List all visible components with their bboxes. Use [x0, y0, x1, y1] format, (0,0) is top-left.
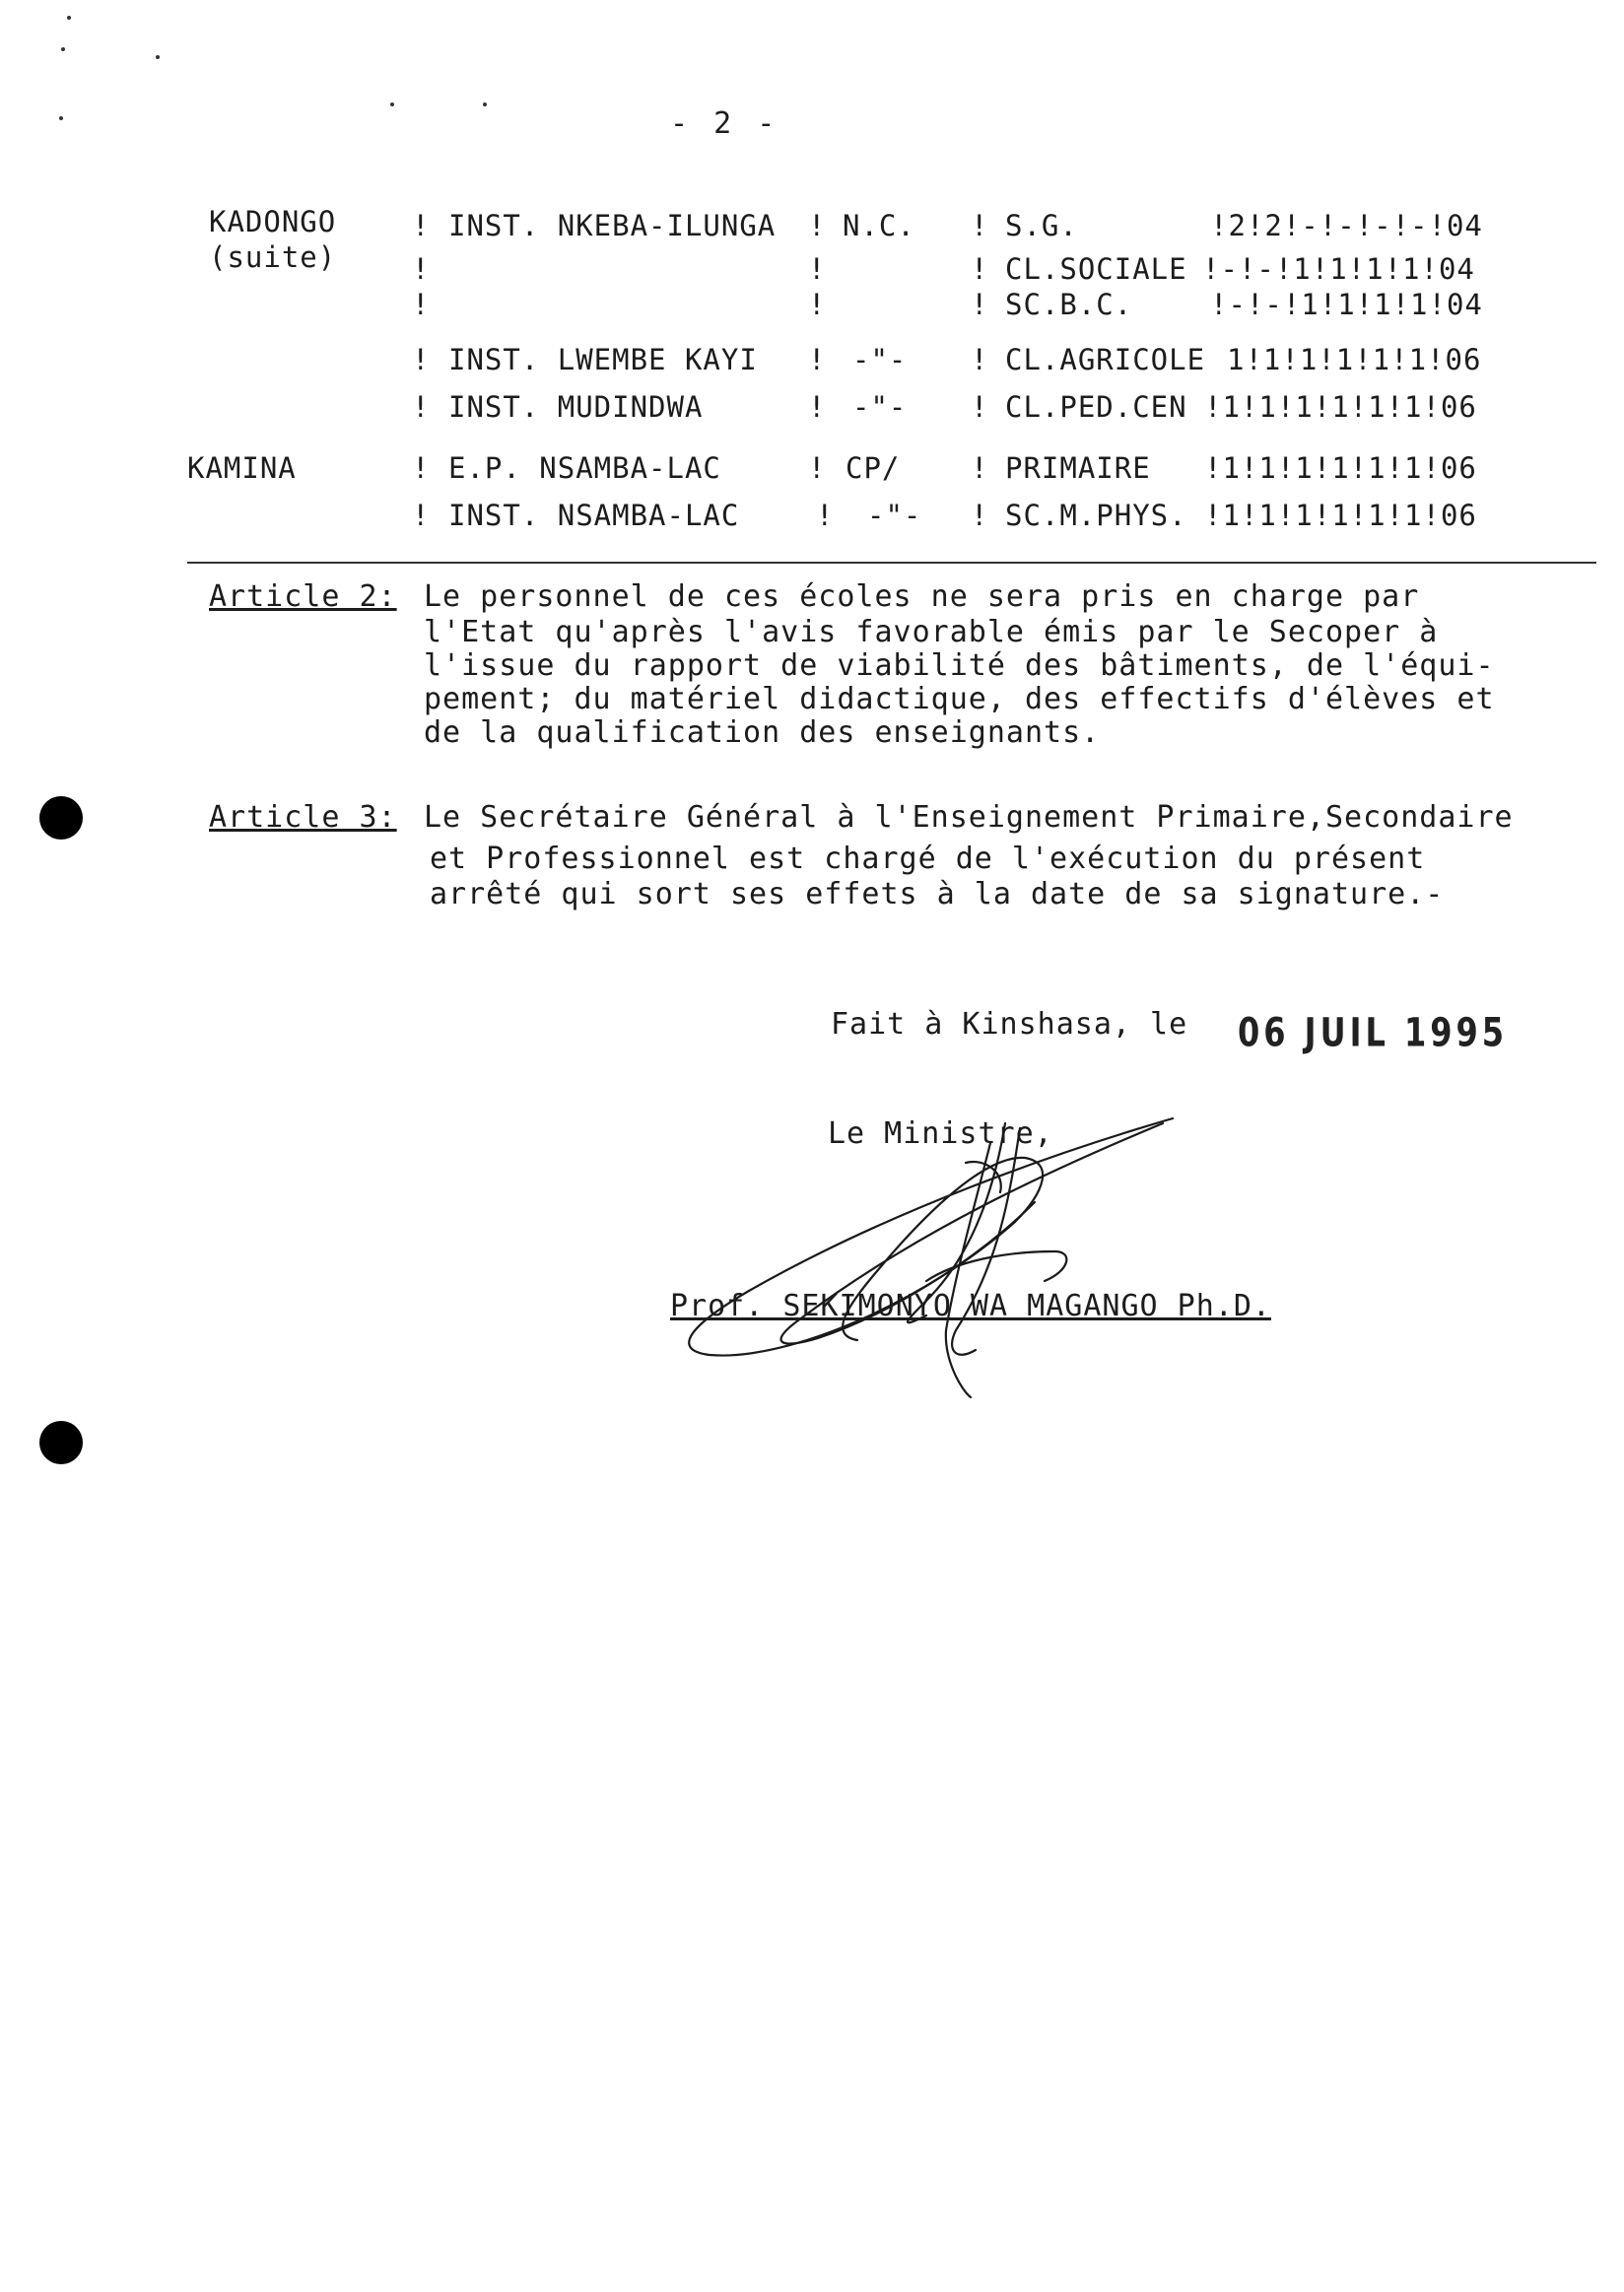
article-2-line: l'issue du rapport de viabilité des bâtiments, de l'équi-: [424, 648, 1495, 683]
date-stamp: 06 JUIL 1995: [1238, 1009, 1509, 1056]
separator: !: [808, 252, 827, 286]
place-cell: KAMINA: [187, 451, 297, 485]
separator: !: [808, 288, 827, 321]
separator: !: [816, 499, 835, 532]
article-2-heading: Article 2:: [209, 579, 397, 614]
scan-speck: [61, 47, 65, 51]
separator: !: [808, 209, 827, 242]
scan-speck: [483, 102, 487, 106]
section-cell: CL.PED.CEN: [1005, 390, 1187, 424]
separator: !: [412, 209, 431, 242]
separator: !: [971, 343, 989, 376]
codes-cell: !-!-!1!1!1!1!04: [1202, 252, 1475, 286]
codes-cell: 1!1!1!1!1!1!06: [1227, 343, 1482, 376]
punch-hole-bottom: [39, 1421, 83, 1464]
separator: !: [971, 390, 989, 424]
separator: !: [412, 343, 431, 376]
codes-cell: !2!2!-!-!-!-!04: [1210, 209, 1483, 242]
section-cell: CL.SOCIALE: [1005, 252, 1187, 286]
section-cell: CL.AGRICOLE: [1005, 343, 1206, 376]
separator: !: [808, 451, 827, 485]
separator: !: [808, 390, 827, 424]
handwritten-signature: [631, 1104, 1183, 1399]
article-2-line: Le personnel de ces écoles ne sera pris en charge par: [424, 579, 1420, 614]
scan-speck: [67, 16, 71, 20]
status-cell: -"-: [852, 343, 908, 376]
status-cell: -"-: [852, 390, 908, 424]
scan-speck: [156, 55, 160, 59]
article-3-heading: Article 3:: [209, 800, 397, 835]
place-cell: KADONGO: [209, 205, 337, 238]
separator: !: [971, 252, 989, 286]
punch-hole-top: [39, 796, 83, 840]
article-2-line: l'Etat qu'après l'avis favorable émis par le Secoper à: [424, 615, 1439, 649]
status-cell: -"-: [867, 499, 922, 532]
minister-title: Le Ministre,: [828, 1116, 1053, 1151]
separator: !: [412, 288, 431, 321]
separator: !: [808, 343, 827, 376]
page-number: - 2 -: [670, 106, 779, 141]
article-3-line: Le Secrétaire Général à l'Enseignement Primaire,Secondaire: [424, 800, 1514, 835]
place-cell: (suite): [209, 240, 337, 274]
school-cell: INST. MUDINDWA: [448, 390, 704, 424]
horizontal-rule: [187, 562, 1596, 564]
place-date: Fait à Kinshasa, le: [831, 1007, 1188, 1042]
article-3-line: et Professionnel est chargé de l'exécution du présent: [430, 842, 1426, 876]
separator: !: [412, 390, 431, 424]
school-cell: E.P. NSAMBA-LAC: [448, 451, 721, 485]
codes-cell: !-!-!1!1!1!1!04: [1210, 288, 1483, 321]
section-cell: PRIMAIRE: [1005, 451, 1151, 485]
school-cell: INST. LWEMBE KAYI: [448, 343, 758, 376]
codes-cell: !1!1!1!1!1!1!06: [1204, 390, 1477, 424]
signatory-name: Prof. SEKIMONYO WA MAGANGO Ph.D.: [670, 1289, 1271, 1323]
article-2-line: de la qualification des enseignants.: [424, 715, 1101, 750]
separator: !: [412, 451, 431, 485]
section-cell: SC.B.C.: [1005, 288, 1133, 321]
status-cell: N.C.: [843, 209, 915, 242]
article-3-line: arrêté qui sort ses effets à la date de sa signature.-: [430, 877, 1445, 911]
separator: !: [412, 499, 431, 532]
codes-cell: !1!1!1!1!1!1!06: [1204, 451, 1477, 485]
school-cell: INST. NKEBA-ILUNGA: [448, 209, 777, 242]
separator: !: [971, 451, 989, 485]
scan-speck: [390, 102, 394, 106]
separator: !: [971, 209, 989, 242]
separator: !: [412, 252, 431, 286]
codes-cell: !1!1!1!1!1!1!06: [1204, 499, 1477, 532]
scan-speck: [59, 116, 63, 120]
separator: !: [971, 499, 989, 532]
section-cell: S.G.: [1005, 209, 1078, 242]
section-cell: SC.M.PHYS.: [1005, 499, 1187, 532]
school-cell: INST. NSAMBA-LAC: [448, 499, 740, 532]
separator: !: [971, 288, 989, 321]
status-cell: CP/: [846, 451, 901, 485]
article-2-line: pement; du matériel didactique, des effectifs d'élèves et: [424, 682, 1495, 716]
